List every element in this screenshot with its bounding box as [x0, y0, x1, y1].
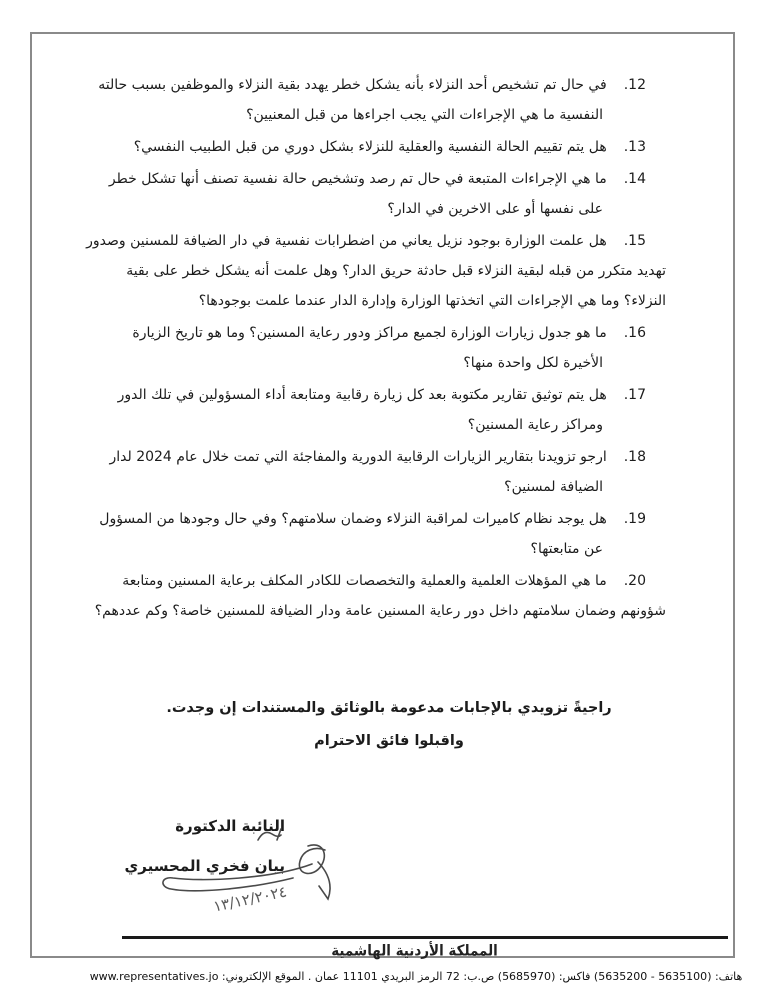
question-text: هل يتم توثيق تقارير مكتوبة بعد كل زيارة رقابية ومتابعة أداء المسؤولين في تلك الدور	[117, 387, 607, 403]
question-number: 13.	[623, 139, 646, 155]
closing-block	[110, 694, 668, 755]
question-line: الأخيرة لكل واحدة منها؟	[463, 355, 603, 371]
question-line: عن متابعتها؟	[530, 541, 603, 557]
handwritten-date: ١٣/١٢/٢٠٢٤	[211, 882, 289, 916]
question-item-13	[110, 132, 668, 162]
question-number: 14.	[623, 171, 646, 187]
question-number: 16.	[623, 325, 646, 341]
question-item-18	[110, 442, 668, 502]
question-text: هل يوجد نظام كاميرات لمراقبة النزلاء وضمان سلامتهم؟ وفي حال وجودها من المسؤول	[99, 511, 607, 527]
question-text: في حال تم تشخيص أحد النزلاء بأنه يشكل خطر يهدد بقية النزلاء والموظفين بسبب حالته	[98, 77, 607, 93]
question-item-15	[86, 226, 668, 316]
question-text: هل يتم تقييم الحالة النفسية والعقلية للنزلاء بشكل دوري من قبل الطبيب النفسي؟	[133, 139, 607, 155]
signatory-name: بيان فخري المحسيري	[124, 857, 285, 875]
question-item-12	[98, 70, 668, 130]
question-number: 12.	[623, 77, 646, 93]
question-line: شؤونهم وضمان سلامتهم داخل دور رعاية المسنين عامة ودار الضيافة للمسنين خاصة؟ وكم عددهم؟	[94, 603, 666, 619]
question-line	[110, 380, 668, 410]
question-number: 19.	[623, 511, 646, 527]
signatory-title: النائبة الدكتورة	[175, 817, 285, 835]
question-text: ما هو جدول زيارات الوزارة لجميع مراكز ودور رعاية المسنين؟ وما هو تاريخ الزيارة	[132, 325, 607, 341]
question-text: ما هي الإجراءات المتبعة في حال تم رصد وتشخيص حالة نفسية تصنف أنها تشكل خطر	[108, 171, 607, 187]
closing-respect-line: واقبلوا فائق الاحترام	[314, 733, 464, 749]
question-item-20	[94, 566, 668, 626]
question-text: هل علمت الوزارة بوجود نزيل يعاني من اضطرابات نفسية في دار الضيافة للمسنين وصدور	[86, 233, 607, 249]
question-line	[98, 70, 668, 100]
question-number: 20.	[623, 573, 646, 589]
page-border	[30, 32, 743, 983]
question-line: ومراكز رعاية المسنين؟	[467, 417, 603, 433]
question-line	[110, 132, 668, 162]
question-item-16	[110, 318, 668, 378]
question-line: النزلاء؟ وما هي الإجراءات التي اتخذتها الوزارة وإدارة الدار عندما علمت بوجودها؟	[198, 293, 666, 309]
kingdom-calligraphy-emblem: المملكة الأردنية الهاشمية	[331, 942, 498, 960]
question-line: تهديد متكرر من قبله لبقية النزلاء قبل حادثة حريق الدار؟ وهل علمت أنه يشكل خطر على بقية	[126, 263, 666, 279]
footer-divider-rule	[122, 936, 728, 939]
question-line: على نفسها أو على الاخرين في الدار؟	[387, 201, 603, 217]
question-item-17	[110, 380, 668, 440]
question-number: 18.	[623, 449, 646, 465]
question-line: الضيافة لمسنين؟	[504, 479, 603, 495]
question-number: 15.	[623, 233, 646, 249]
question-line	[99, 504, 668, 534]
question-item-19	[99, 504, 668, 564]
question-text: ما هي المؤهلات العلمية والعملية والتخصصات للكادر المكلف برعاية المسنين ومتابعة	[122, 573, 607, 589]
questions-list	[32, 34, 733, 755]
question-text: ارجو تزويدنا بتقارير الزيارات الرقابية الدورية والمفاجئة التي تمت خلال عام 2024 لدار	[109, 449, 607, 465]
question-line	[110, 318, 668, 348]
question-line: النفسية ما هي الإجراءات التي يجب اجراءها من قبل المعنيين؟	[246, 107, 603, 123]
footer-contact-line: هاتف: (5635100 - 5635200) فاكس: (5685970) ص.ب: 72 الرمز البريدي 11101 عمان . الموقع الإلكتروني: www.representatives.jo	[89, 970, 743, 983]
closing-request-line: راجيةً تزويدي بالإجابات مدعومة بالوثائق والمستندات إن وجدت.	[166, 700, 612, 716]
question-line	[86, 226, 668, 256]
question-item-14	[110, 164, 668, 224]
question-line	[110, 164, 668, 194]
question-number: 17.	[623, 387, 646, 403]
question-line	[110, 442, 668, 472]
question-line	[110, 566, 668, 596]
